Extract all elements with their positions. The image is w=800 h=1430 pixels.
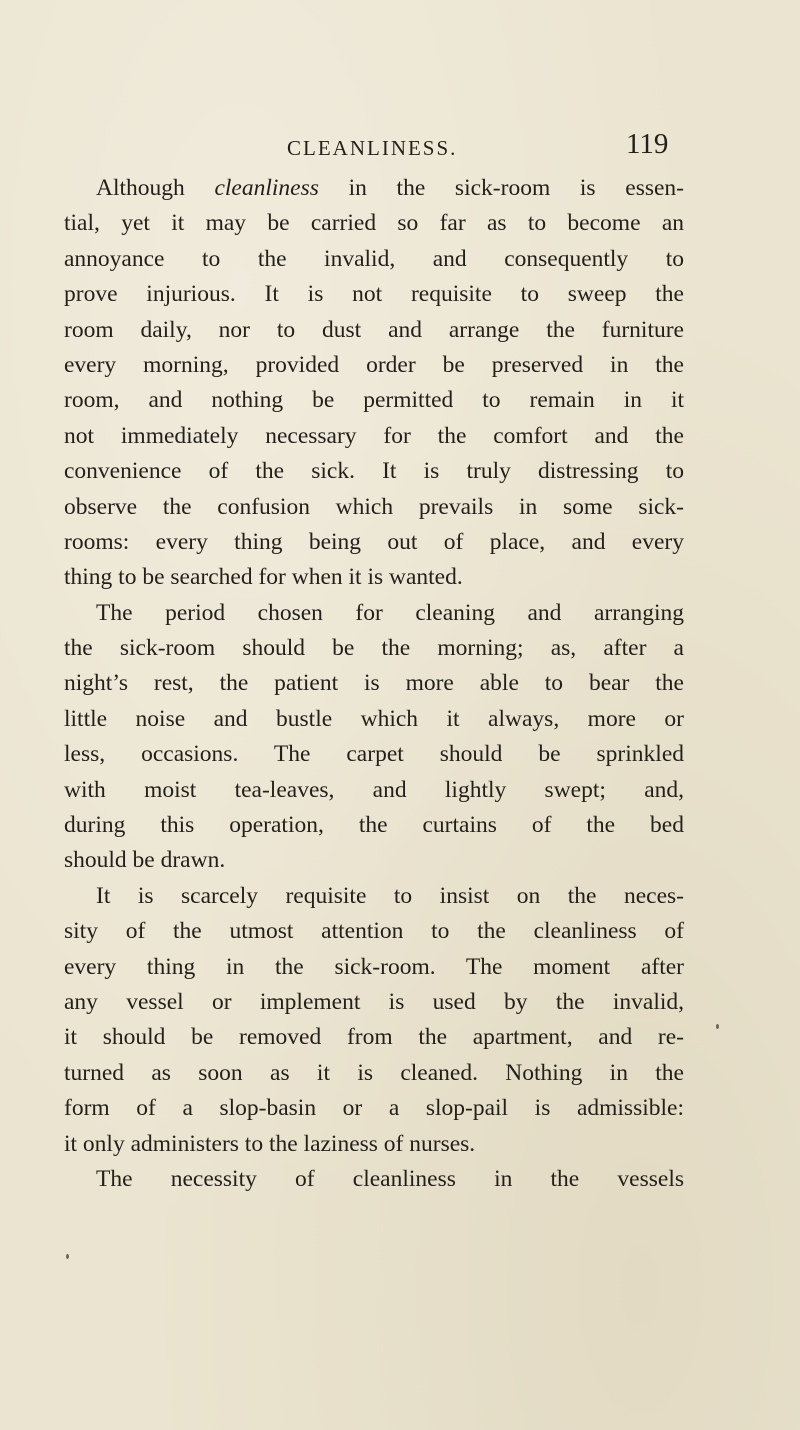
text-line: It is scarcely requisite to insist on the neces-	[96, 882, 684, 909]
text-line: during this operation, the curtains of the bed	[64, 812, 684, 839]
text-line: prove injurious. It is not requisite to sweep the	[64, 281, 684, 308]
running-title: CLEANLINESS.	[287, 136, 458, 160]
text-line: tial, yet it may be carried so far as to become an	[64, 210, 684, 237]
text-line: room, and nothing be permitted to remain in it	[64, 387, 684, 414]
body-text	[64, 171, 684, 1197]
text-line: it should be removed from the apartment, and re-	[64, 1024, 684, 1051]
text-line: form of a slop-basin or a slop-pail is admissible:	[64, 1095, 684, 1122]
text-line: every thing in the sick-room. The moment after	[64, 953, 684, 980]
text-line: The period chosen for cleaning and arranging	[96, 599, 684, 626]
text-line: turned as soon as it is cleaned. Nothing in the	[64, 1059, 684, 1086]
text-line: it only administers to the laziness of nurses.	[64, 1130, 476, 1157]
text-line: little noise and bustle which it always, more or	[64, 705, 684, 732]
text-line: thing to be searched for when it is wanted.	[64, 564, 463, 591]
text-line: room daily, nor to dust and arrange the furniture	[64, 316, 684, 343]
paper-speck	[716, 1024, 719, 1029]
text-line: annoyance to the invalid, and consequently to	[64, 245, 684, 272]
text-line: The necessity of cleanliness in the vessels	[96, 1165, 684, 1192]
text-line: not immediately necessary for the comfort and the	[64, 422, 684, 449]
paper-speck	[66, 1254, 69, 1259]
text-line: any vessel or implement is used by the invalid,	[64, 988, 684, 1015]
text-line: less, occasions. The carpet should be sprinkled	[64, 741, 684, 768]
text-line: every morning, provided order be preserved in the	[64, 351, 684, 378]
text-line: should be drawn.	[64, 847, 226, 874]
text-line: convenience of the sick. It is truly distressing to	[64, 458, 684, 485]
text-line: the sick-room should be the morning; as, after a	[64, 635, 684, 662]
text-line: observe the confusion which prevails in some sick-	[64, 493, 684, 520]
page-number: 119	[626, 128, 669, 160]
text-line: sity of the utmost attention to the cleanliness of	[64, 918, 684, 945]
text-line: Although cleanliness in the sick-room is essen-	[96, 175, 684, 201]
text-line: with moist tea-leaves, and lightly swept; and,	[64, 776, 684, 803]
text-line: night’s rest, the patient is more able to bear the	[64, 670, 684, 697]
emphasis: cleanliness	[214, 175, 319, 201]
text-line: rooms: every thing being out of place, and every	[64, 528, 684, 555]
running-header	[0, 128, 800, 162]
